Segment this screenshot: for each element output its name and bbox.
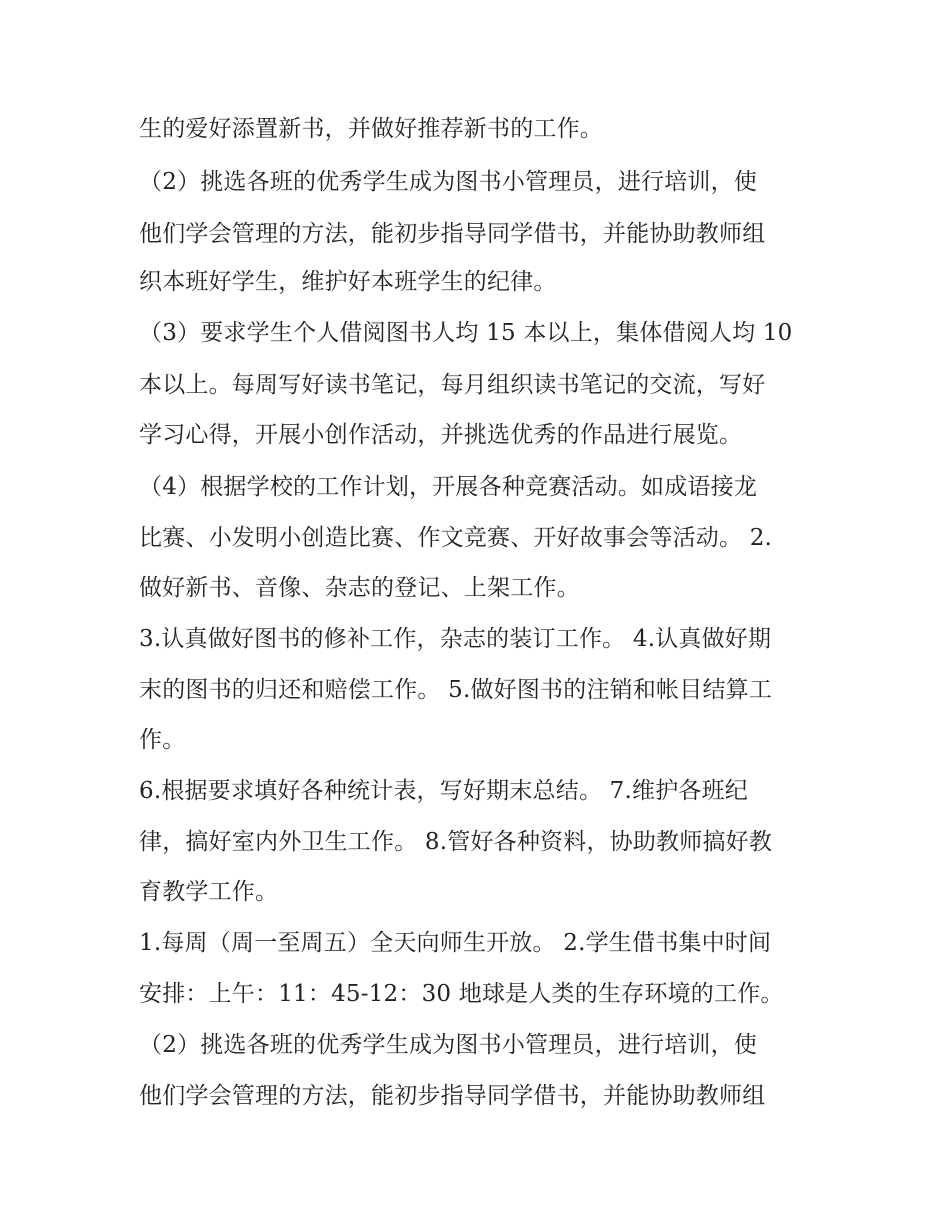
text-line-7: 学习心得，开展小创作活动，并挑选优秀的作品进行展览。 — [139, 422, 743, 448]
text-line-11: 3.认真做好图书的修补工作，杂志的装订工作。 4.认真做好期 — [139, 626, 772, 652]
text-line-17: 1.每周（周一至周五）全天向师生开放。 2.学生借书集中时间 — [139, 930, 772, 956]
text-line-19: （2）挑选各班的优秀学生成为图书小管理员，进行培训，使 — [139, 1032, 758, 1058]
text-line-3: 他们学会管理的方法，能初步指导同学借书，并能协助教师组 — [139, 221, 766, 247]
text-line-14: 6.根据要求填好各种统计表，写好期末总结。 7.维护各班纪 — [139, 778, 748, 804]
text-line-20: 他们学会管理的方法，能初步指导同学借书，并能协助教师组 — [139, 1083, 766, 1109]
text-line-5: （3）要求学生个人借阅图书人均 15 本以上，集体借阅人均 10 — [139, 320, 793, 346]
text-line-16: 育教学工作。 — [139, 879, 279, 905]
text-line-8: （4）根据学校的工作计划，开展各种竞赛活动。如成语接龙 — [139, 474, 758, 500]
text-line-10: 做好新书、音像、杂志的登记、上架工作。 — [139, 575, 580, 601]
text-line-12: 末的图书的归还和赔偿工作。 5.做好图书的注销和帐目结算工 — [139, 677, 773, 703]
text-line-6: 本以上。每周写好读书笔记，每月组织读书笔记的交流，写好 — [139, 372, 766, 398]
text-line-9: 比赛、小发明小创造比赛、作文竞赛、开好故事会等活动。 2. — [139, 525, 773, 551]
text-line-1: 生的爱好添置新书，并做好推荐新书的工作。 — [139, 116, 603, 142]
text-line-13: 作。 — [139, 727, 186, 753]
text-line-2: （2）挑选各班的优秀学生成为图书小管理员，进行培训，使 — [139, 169, 758, 195]
text-line-18: 安排：上午：11：45-12：30 地球是人类的生存环境的工作。 — [139, 981, 784, 1007]
text-line-15: 律，搞好室内外卫生工作。 8.管好各种资料，协助教师搞好教 — [139, 829, 773, 855]
text-line-4: 织本班好学生，维护好本班学生的纪律。 — [139, 269, 557, 295]
